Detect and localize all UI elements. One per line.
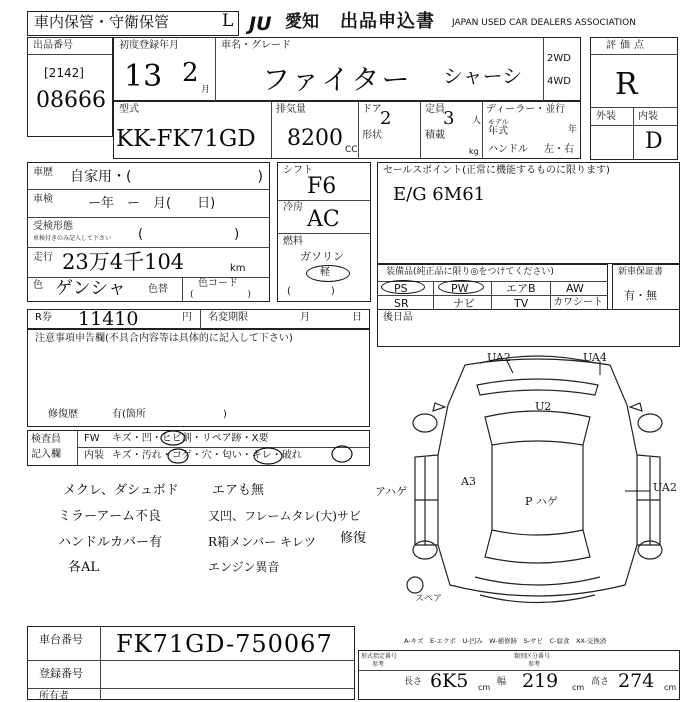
repair-close-paren: ) [223, 409, 227, 420]
doors-label: ドア [362, 104, 382, 115]
inspector-row1-prefix: FW [84, 433, 100, 444]
r-value: 11410 [78, 308, 139, 330]
dim-ref-1: 参考 [372, 661, 385, 668]
first-reg-year: 13 [124, 59, 163, 94]
color-code-label: 色コード [198, 278, 238, 289]
inspector-label-1: 検査員 [31, 434, 61, 445]
equipment-item: AW [566, 282, 584, 295]
yen-unit: 円 [182, 312, 192, 323]
storage-label: 車内保管・守衛保管 [34, 13, 170, 31]
cooling-label: 冷房 [283, 202, 303, 213]
car-history-label: 車歴 [33, 167, 53, 178]
equipment-label: 装備品(純正品に限り◎をつけてください) [386, 267, 554, 277]
english-title: JAPAN USED CAR DEALERS ASSOCIATION [452, 18, 636, 28]
owner-label: 所有者 [39, 691, 69, 702]
model-year-label: モデル [488, 118, 509, 126]
receipt-note: 車検付きのみ記入して下さい [33, 235, 112, 242]
rear-label: 後日品 [383, 312, 413, 323]
width-value: 219 [522, 670, 559, 692]
color-label: 色 [33, 280, 43, 291]
equipment-item: エアB [506, 282, 536, 295]
width-label: 幅 [497, 677, 507, 687]
comment-line: ミラーアーム不良 [58, 509, 161, 524]
transfer-day: 日 [352, 312, 362, 323]
inspection-value: ー年 ー 月( 日) [88, 196, 216, 211]
damage-mark: U2 [535, 400, 552, 413]
mileage-value: 23万4千104 [62, 250, 185, 274]
grade: シャーシ [443, 64, 523, 88]
svg-text:JU: JU [249, 13, 272, 35]
dim-ref-2: 参考 [528, 661, 541, 668]
warranty-value: 有・無 [624, 289, 657, 302]
handle-label: ハンドル [488, 144, 528, 155]
damage-mark: A3 [461, 475, 476, 488]
dim-header1: 形式指定番号 [361, 653, 398, 660]
bracket-code: [2142] [44, 66, 84, 80]
equipment-item: ナビ [453, 297, 475, 310]
car-history-value: 自家用・( ) [70, 169, 263, 185]
repair-label: 修復歴 [48, 409, 78, 420]
height-unit: cm [664, 683, 677, 692]
load-label: 積載 [425, 130, 445, 141]
capacity-unit: 人 [472, 116, 482, 126]
load-unit: kg [469, 147, 479, 156]
ps-circle [381, 280, 425, 294]
damage-legend: A-キズ E-エクボ U-凹み W-補修跡 S-サビ C-腐食 XX-交換済 [404, 637, 607, 645]
damage-mark: アハゲ [375, 485, 408, 498]
first-reg-month: 2 [182, 58, 199, 88]
listing-number: 08666 [36, 88, 106, 113]
sales-point-label: セールスポイント(正常に機能するものに限ります) [383, 165, 610, 176]
chassis-label: 車台番号 [39, 633, 83, 646]
inspector-row2-prefix: 内装 [84, 450, 104, 461]
model-value: KK-FK71GD [116, 126, 256, 152]
storage-mark: L [222, 11, 234, 31]
comment-line: R箱メンバー キレツ [208, 535, 316, 549]
damage-mark: UA2 [487, 351, 511, 364]
displacement-value: 8200 [287, 126, 343, 151]
transfer-label: 名変期限 [208, 312, 248, 323]
ju-logo [247, 12, 287, 34]
comment-line: メクレ、ダシュボド [63, 483, 179, 498]
cooling-value: AC [307, 207, 340, 232]
month-unit: 月 [201, 85, 211, 95]
receipt-paren: ( ) [138, 227, 240, 242]
car-name: ファイター [262, 63, 412, 96]
chassis-value: FK71GD-750067 [116, 630, 333, 658]
width-unit: cm [572, 683, 585, 692]
drive-2wd: 2WD [547, 53, 571, 64]
first-reg-label: 初度登録年月 [119, 40, 179, 51]
reg-label: 登録番号 [39, 667, 83, 680]
exterior-label: 外装 [596, 111, 616, 122]
shift-label: シフト [283, 165, 313, 176]
interior-label: 内装 [638, 111, 658, 122]
color-paren: ( ) [190, 290, 252, 300]
mileage-label: 走行 [33, 252, 53, 263]
listing-number-box [27, 37, 113, 137]
damage-mark: UA4 [583, 351, 607, 364]
doors-value: 2 [380, 108, 392, 129]
pw-circle [438, 280, 484, 294]
r-label: R券 [35, 312, 52, 323]
inspector-row1: キズ・凹・ヒビ割・リペア跡・X要 [112, 433, 269, 444]
drive-4wd: 4WD [547, 76, 571, 87]
displacement-unit: CC [345, 145, 358, 155]
comment-line: ハンドルカバー有 [58, 535, 163, 550]
comment-line: エアも無 [212, 483, 265, 498]
comment-line: 又凹、フレームタレ(大)サビ [208, 509, 361, 523]
dealer-label: ディーラー・並行 [486, 104, 566, 115]
rear-items-box [377, 309, 680, 347]
transfer-month: 月 [300, 312, 310, 323]
notes-label: 注意事項申告欄(不具合内容等は具体的に記入して下さい) [35, 333, 293, 344]
equipment-item: カワシート [553, 297, 603, 308]
fuel-light: 軽 [320, 267, 330, 278]
brand-name: 愛知 [285, 12, 319, 32]
model-label: 型式 [119, 104, 139, 115]
damage-mark: P ハゲ [525, 495, 558, 508]
length-value: 6K5 [430, 670, 469, 692]
height-value: 274 [618, 670, 655, 692]
capacity-label: 定員 [425, 104, 445, 115]
eval-value: R [615, 67, 638, 102]
displacement-label: 排気量 [276, 104, 306, 115]
length-unit: cm [478, 683, 491, 692]
mileage-unit: km [230, 263, 246, 274]
comment-line: 各AL [68, 560, 100, 575]
dim-header2: 類別区分番号 [514, 653, 551, 660]
comment-line: 修復 [340, 531, 367, 546]
inspector-circles [140, 425, 380, 485]
spare-label: スペア [415, 594, 443, 604]
repair-value: 有(箇所 [112, 409, 146, 420]
interior-value: D [645, 129, 663, 154]
fuel-value: ガソリン [300, 250, 344, 263]
shift-value: F6 [307, 174, 337, 199]
damage-mark: UA2 [653, 481, 677, 494]
warranty-label: 新車保証書 [618, 267, 664, 277]
comment-line: エンジン異音 [208, 560, 280, 574]
sales-point-value: E/G 6M61 [393, 184, 486, 205]
sales-point-box [377, 162, 680, 264]
handle-options: 左・右 [544, 144, 574, 155]
equipment-item: PS [394, 282, 408, 295]
fuel-label: 燃料 [283, 236, 303, 247]
model-year-label2: 年式 [488, 126, 508, 137]
equipment-item: SR [394, 297, 409, 310]
color-change-label: 色替 [148, 284, 168, 295]
equipment-item: PW [451, 282, 469, 295]
listing-number-label: 出品番号 [33, 40, 73, 51]
form-title: 出品申込書 [340, 11, 435, 32]
eval-label: 評価点 [606, 40, 648, 51]
equipment-item: TV [514, 297, 529, 310]
car-diagram [375, 345, 680, 615]
height-label: 高さ [591, 677, 610, 687]
inspector-row2: キズ・汚れ・コゲ・穴・匂い・キレ・破れ [112, 450, 302, 461]
inspector-label-2: 記入欄 [31, 449, 61, 460]
capacity-value: 3 [443, 108, 455, 129]
year-unit: 年 [568, 125, 578, 135]
car-name-label: 車名・グレード [221, 40, 291, 51]
equipment-grid [377, 281, 608, 310]
fuel-paren: ( ) [287, 286, 335, 297]
receipt-label: 受検形態 [33, 221, 73, 232]
inspection-label: 車検 [33, 194, 53, 205]
shape-label: 形状 [362, 130, 382, 141]
color-value: ゲンシャ [55, 278, 126, 299]
length-label: 長さ [404, 677, 423, 687]
